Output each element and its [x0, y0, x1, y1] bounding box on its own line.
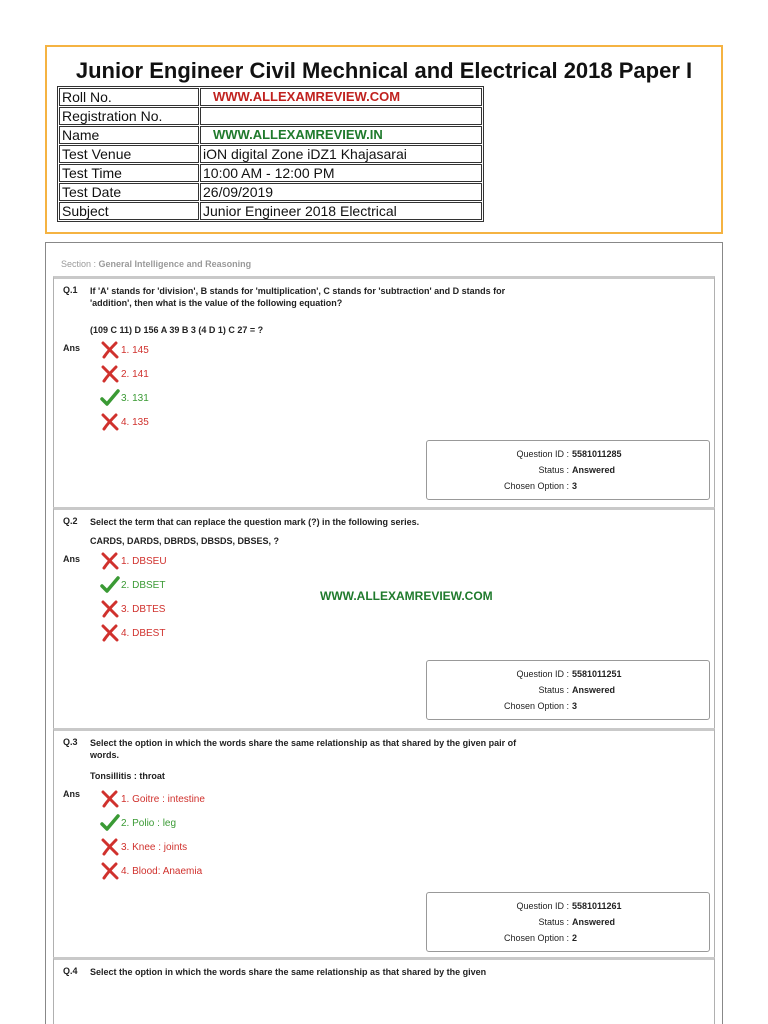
question-id-value: 5581011251	[572, 669, 622, 679]
roll-no-label: Roll No.	[59, 88, 199, 106]
check-icon	[100, 576, 120, 594]
question-id-label: Question ID :	[516, 449, 569, 459]
option-label: 2. Polio : leg	[121, 817, 177, 829]
question-word-pair: Tonsillitis : throat	[90, 771, 165, 781]
question-status-box	[426, 440, 710, 500]
test-date-value: 26/09/2019	[200, 183, 482, 201]
table-row	[59, 164, 482, 182]
exam-header	[45, 45, 723, 234]
option-2	[100, 814, 176, 832]
question-number: Q.1	[63, 285, 78, 295]
option-label: 2. 141	[121, 368, 149, 380]
option-1	[100, 552, 167, 570]
question-2	[53, 507, 715, 729]
cross-icon	[100, 624, 120, 642]
option-2	[100, 365, 149, 383]
option-label: 1. Goitre : intestine	[121, 793, 205, 805]
test-time-value: 10:00 AM - 12:00 PM	[200, 164, 482, 182]
section-name: General Intelligence and Reasoning	[98, 259, 252, 269]
section-label	[61, 259, 251, 269]
status-label: Status :	[538, 685, 569, 695]
roll-no-value: WWW.ALLEXAMREVIEW.COM	[200, 88, 482, 106]
status-value: Answered	[572, 685, 616, 695]
test-time-label: Test Time	[59, 164, 199, 182]
question-4	[53, 957, 715, 1024]
chosen-option-label: Chosen Option :	[503, 701, 569, 711]
question-1	[53, 276, 715, 508]
question-text: Select the option in which the words share the same relationship as that shared by the given pair of words.	[90, 738, 517, 760]
option-label: 4. Blood: Anaemia	[121, 865, 203, 877]
question-status-box	[426, 892, 710, 952]
option-4	[100, 862, 202, 880]
table-row	[59, 145, 482, 163]
option-label: 1. DBSEU	[121, 555, 167, 567]
test-venue-label: Test Venue	[59, 145, 199, 163]
name-value: WWW.ALLEXAMREVIEW.IN	[200, 126, 482, 144]
question-expression: CARDS, DARDS, DBRDS, DBSDS, DBSES, ?	[90, 536, 280, 546]
chosen-option-value: 3	[572, 481, 578, 491]
question-id-label: Question ID :	[516, 669, 569, 679]
table-row	[59, 88, 482, 106]
subject-value: Junior Engineer 2018 Electrical	[200, 202, 482, 220]
question-paper	[45, 242, 723, 1024]
test-date-label: Test Date	[59, 183, 199, 201]
option-3	[100, 600, 165, 618]
question-number: Q.4	[63, 966, 78, 976]
candidate-info-table	[57, 86, 484, 222]
question-text: Select the option in which the words share the same relationship as that shared by the given	[90, 967, 487, 977]
ans-label: Ans	[63, 789, 81, 799]
question-number: Q.3	[63, 737, 78, 747]
option-label: 4. 135	[121, 416, 149, 428]
table-row	[59, 202, 482, 220]
option-4	[100, 413, 149, 431]
cross-icon	[100, 552, 120, 570]
chosen-option-label: Chosen Option :	[503, 481, 569, 491]
question-text: If 'A' stands for 'division', B stands for 'multiplication', C stands for 'subtraction' and D stands for 'addition', then what is the value of the following equation?	[90, 286, 506, 308]
watermark-text: WWW.ALLEXAMREVIEW.COM	[320, 589, 493, 603]
option-3	[100, 838, 187, 856]
table-row	[59, 107, 482, 125]
cross-icon	[100, 790, 120, 808]
chosen-option-value: 2	[572, 933, 578, 943]
option-4	[100, 624, 165, 642]
status-label: Status :	[538, 465, 569, 475]
question-status-box	[426, 660, 710, 720]
registration-no-value	[200, 107, 482, 125]
status-value: Answered	[572, 465, 616, 475]
registration-no-label: Registration No.	[59, 107, 199, 125]
cross-icon	[100, 838, 120, 856]
status-label: Status :	[538, 917, 569, 927]
option-label: 3. Knee : joints	[121, 841, 188, 853]
cross-icon	[100, 413, 120, 431]
question-3	[53, 728, 715, 958]
name-label: Name	[59, 126, 199, 144]
option-2	[100, 576, 165, 594]
option-label: 4. DBEST	[121, 627, 166, 639]
subject-label: Subject	[59, 202, 199, 220]
ans-label: Ans	[63, 554, 81, 564]
question-text: Select the term that can replace the question mark (?) in the following series.	[90, 517, 420, 527]
question-expression: (109 C 11) D 156 A 39 B 3 (4 D 1) C 27 = ?	[90, 325, 264, 335]
cross-icon	[100, 600, 120, 618]
option-1	[100, 341, 149, 359]
question-id-label: Question ID :	[516, 901, 569, 911]
option-label: 3. 131	[121, 392, 149, 404]
section-prefix: Section :	[61, 259, 99, 269]
table-row	[59, 126, 482, 144]
cross-icon	[100, 862, 120, 880]
question-id-value: 5581011261	[572, 901, 622, 911]
option-label: 1. 145	[121, 344, 149, 356]
test-venue-value: iON digital Zone iDZ1 Khajasarai	[200, 145, 482, 163]
ans-label: Ans	[63, 343, 81, 353]
chosen-option-label: Chosen Option :	[503, 933, 569, 943]
chosen-option-value: 3	[572, 701, 578, 711]
question-id-value: 5581011285	[572, 449, 622, 459]
check-icon	[100, 389, 120, 407]
page-title: Junior Engineer Civil Mechnical and Electrical 2018 Paper I	[75, 58, 693, 83]
option-1	[100, 790, 205, 808]
option-label: 2. DBSET	[121, 579, 166, 591]
table-row	[59, 183, 482, 201]
question-number: Q.2	[63, 516, 78, 526]
cross-icon	[100, 341, 120, 359]
option-3	[100, 389, 149, 407]
cross-icon	[100, 365, 120, 383]
option-label: 3. DBTES	[121, 603, 166, 615]
status-value: Answered	[572, 917, 616, 927]
check-icon	[100, 814, 120, 832]
